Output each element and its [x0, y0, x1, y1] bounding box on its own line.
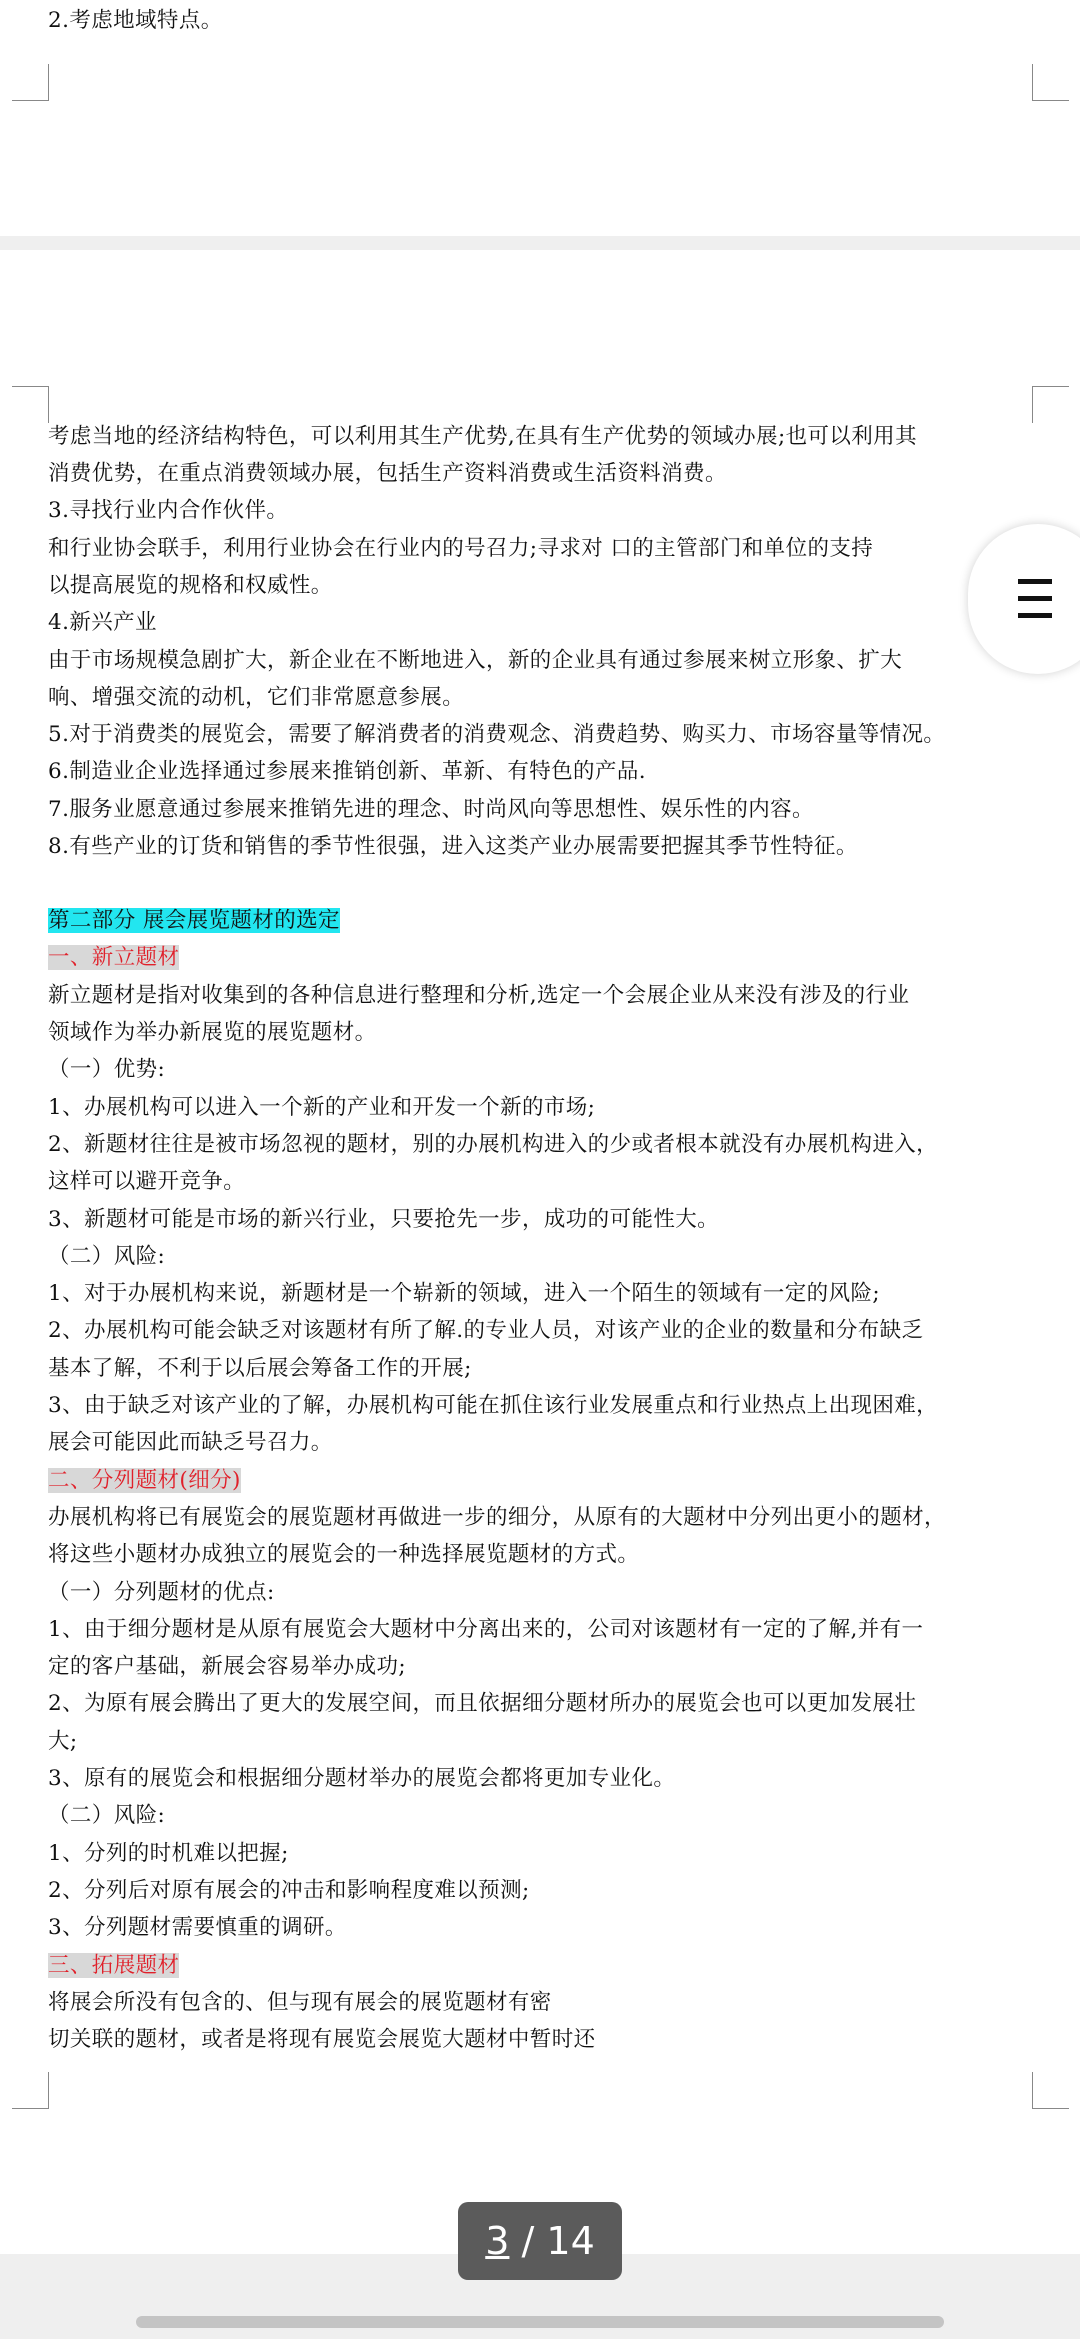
text-line: 考虑当地的经济结构特色，可以利用其生产优势,在具有生产优势的领域办展;也可以利用其 — [48, 424, 917, 449]
document-page-top — [0, 0, 1080, 236]
text-line: 响、增强交流的动机，它们非常愿意参展。 — [48, 685, 465, 710]
page-indicator — [458, 2202, 622, 2280]
page-corner-mark — [12, 2072, 49, 2109]
text-line: （一）分列题材的优点: — [48, 1580, 275, 1605]
text-line: （一）优势: — [48, 1057, 166, 1082]
text-line: 7.服务业愿意通过参展来推销先进的理念、时尚风向等思想性、娱乐性的内容。 — [48, 797, 814, 822]
text-line: 基本了解，不利于以后展会筹备工作的开展; — [48, 1356, 472, 1381]
text-line: 大; — [48, 1729, 78, 1754]
text-line: 4.新兴产业 — [48, 610, 157, 635]
text-line: 5.对于消费类的展览会，需要了解消费者的消费观念、消费趋势、购买力、市场容量等情况。 — [48, 722, 946, 747]
text-line: 3.寻找行业内合作伙伴。 — [48, 498, 289, 523]
text-line: （二）风险: — [48, 1244, 166, 1269]
text-line: 由于市场规模急剧扩大，新企业在不断地进入，新的企业具有通过参展来树立形象、扩大 — [48, 648, 903, 673]
text-line: 8.有些产业的订货和销售的季节性很强，进入这类产业办展需要把握其季节性特征。 — [48, 834, 858, 859]
text-line: （二）风险: — [48, 1803, 166, 1828]
section-heading: 第二部分 展会展览题材的选定 — [48, 908, 340, 933]
text-line: 将展会所没有包含的、但与现有展会的展览题材有密 — [48, 1990, 552, 2015]
text-line: 和行业协会联手，利用行业协会在行业内的号召力;寻求对 口的主管部门和单位的支持 — [48, 536, 874, 561]
document-page-3 — [0, 250, 1080, 2254]
subsection-heading: 三、拓展题材 — [48, 1953, 180, 1978]
page-corner-mark — [1032, 2072, 1069, 2109]
text-line: 3、新题材可能是市场的新兴行业，只要抢先一步，成功的可能性大。 — [48, 1207, 720, 1232]
text-line: 2、分列后对原有展会的冲击和影响程度难以预测; — [48, 1878, 530, 1903]
text-line: 2、为原有展会腾出了更大的发展空间，而且依据细分题材所办的展览会也可以更加发展壮 — [48, 1691, 917, 1716]
text-line: 定的客户基础，新展会容易举办成功; — [48, 1654, 407, 1679]
text-line: 这样可以避开竞争。 — [48, 1169, 246, 1194]
text-line: 1、办展机构可以进入一个新的产业和开发一个新的市场; — [48, 1095, 596, 1120]
text-line: 领域作为举办新展览的展览题材。 — [48, 1020, 377, 1045]
text-line: 1、分列的时机难以把握; — [48, 1841, 289, 1866]
text-line: 6.制造业企业选择通过参展来推销创新、革新、有特色的产品. — [48, 759, 646, 784]
text-line: 以提高展览的规格和权威性。 — [48, 573, 333, 598]
text-line: 3、由于缺乏对该产业的了解，办展机构可能在抓住该行业发展重点和行业热点上出现困难， — [48, 1393, 939, 1418]
subsection-heading: 一、新立题材 — [48, 945, 180, 970]
text-line: 切关联的题材，或者是将现有展览会展览大题材中暂时还 — [48, 2027, 596, 2052]
text-line: 3、原有的展览会和根据细分题材举办的展览会都将更加专业化。 — [48, 1766, 676, 1791]
page-corner-mark — [1032, 386, 1069, 423]
page-separator: / — [509, 2219, 547, 2263]
text-line: 2.考虑地域特点。 — [48, 8, 223, 33]
text-line: 将这些小题材办成独立的展览会的一种选择展览题材的方式。 — [48, 1542, 640, 1567]
text-line: 1、由于细分题材是从原有展览会大题材中分离出来的，公司对该题材有一定的了解,并有一 — [48, 1617, 924, 1642]
text-line: 展会可能因此而缺乏号召力。 — [48, 1430, 333, 1455]
text-line: 2、新题材往往是被市场忽视的题材，别的办展机构进入的少或者根本就没有办展机构进入， — [48, 1132, 939, 1157]
horizontal-scrollbar[interactable] — [136, 2316, 944, 2328]
page-corner-mark — [12, 386, 49, 423]
page-corner-mark — [1032, 64, 1069, 101]
text-line: 新立题材是指对收集到的各种信息进行整理和分析,选定一个会展企业从来没有涉及的行业 — [48, 983, 910, 1008]
total-page-count: 14 — [546, 2219, 595, 2263]
page-corner-mark — [12, 64, 49, 101]
text-line: 消费优势，在重点消费领域办展，包括生产资料消费或生活资料消费。 — [48, 461, 727, 486]
subsection-heading: 二、分列题材(细分) — [48, 1468, 241, 1493]
text-line: 办展机构将已有展览会的展览题材再做进一步的细分，从原有的大题材中分列出更小的题材， — [48, 1505, 946, 1530]
text-line: 1、对于办展机构来说，新题材是一个崭新的领域，进入一个陌生的领域有一定的风险; — [48, 1281, 881, 1306]
text-line: 3、分列题材需要慎重的调研。 — [48, 1915, 347, 1940]
current-page-number: 3 — [485, 2219, 510, 2263]
text-line: 2、办展机构可能会缺乏对该题材有所了解.的专业人员，对该产业的企业的数量和分布缺乏 — [48, 1318, 924, 1343]
